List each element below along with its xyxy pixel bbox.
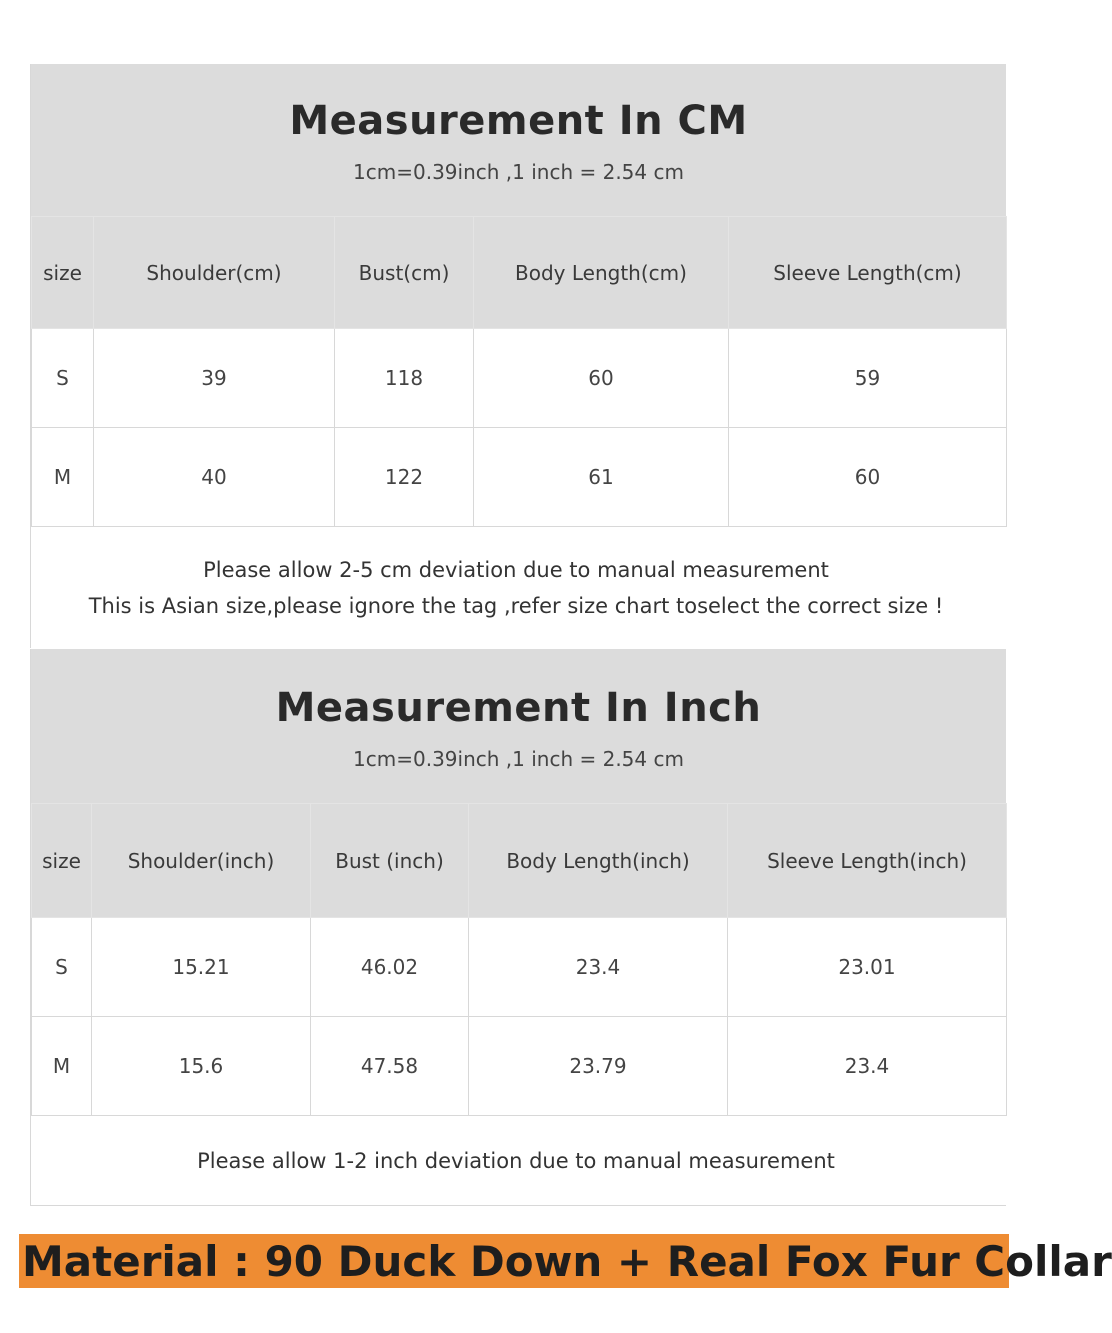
table-row <box>32 918 1007 1017</box>
inch-size-chart <box>30 649 1006 1206</box>
inch-title-band <box>31 649 1006 803</box>
inch-title: Measurement In Inch <box>275 685 762 731</box>
header-body-length: Body Length(cm) <box>474 217 729 329</box>
cell-body-length: 23.79 <box>469 1017 728 1116</box>
header-bust: Bust (inch) <box>311 804 469 918</box>
header-bust: Bust(cm) <box>335 217 474 329</box>
table-header-row <box>32 217 1007 329</box>
cm-title-band <box>31 64 1006 216</box>
cell-bust: 118 <box>335 329 474 428</box>
cell-size: M <box>32 428 94 527</box>
inch-note-line-1: Please allow 1-2 inch deviation due to manual measurement <box>197 1149 835 1173</box>
header-shoulder: Shoulder(cm) <box>94 217 335 329</box>
cm-note-line-1: Please allow 2-5 cm deviation due to manual measurement <box>203 558 829 582</box>
table-row <box>32 1017 1007 1116</box>
cm-deviation-note <box>31 552 1001 624</box>
cell-size: M <box>32 1017 92 1116</box>
cell-body-length: 23.4 <box>469 918 728 1017</box>
cell-shoulder: 39 <box>94 329 335 428</box>
cell-size: S <box>32 918 92 1017</box>
header-body-length: Body Length(inch) <box>469 804 728 918</box>
cell-sleeve-length: 23.01 <box>728 918 1007 1017</box>
inch-deviation-note <box>31 1143 1001 1179</box>
table-row <box>32 428 1007 527</box>
cell-shoulder: 15.6 <box>92 1017 311 1116</box>
inch-size-table <box>31 803 1007 1116</box>
header-shoulder: Shoulder(inch) <box>92 804 311 918</box>
cell-bust: 47.58 <box>311 1017 469 1116</box>
cm-size-chart <box>30 64 1006 648</box>
cell-body-length: 60 <box>474 329 729 428</box>
header-sleeve-length: Sleeve Length(inch) <box>728 804 1007 918</box>
table-row <box>32 329 1007 428</box>
material-text: Material : 90 Duck Down + Real Fox Fur Collar <box>22 1237 1112 1286</box>
cell-body-length: 61 <box>474 428 729 527</box>
cell-size: S <box>32 329 94 428</box>
cell-bust: 122 <box>335 428 474 527</box>
cell-bust: 46.02 <box>311 918 469 1017</box>
header-sleeve-length: Sleeve Length(cm) <box>729 217 1007 329</box>
cell-shoulder: 40 <box>94 428 335 527</box>
cm-title: Measurement In CM <box>289 98 748 144</box>
table-header-row <box>32 804 1007 918</box>
inch-conversion-note: 1cm=0.39inch ,1 inch = 2.54 cm <box>353 747 684 771</box>
cell-sleeve-length: 60 <box>729 428 1007 527</box>
cell-sleeve-length: 23.4 <box>728 1017 1007 1116</box>
cell-shoulder: 15.21 <box>92 918 311 1017</box>
header-size: size <box>32 804 92 918</box>
cm-conversion-note: 1cm=0.39inch ,1 inch = 2.54 cm <box>353 160 684 184</box>
cm-note-line-2: This is Asian size,please ignore the tag ,refer size chart toselect the correct size ! <box>88 594 944 618</box>
cm-size-table <box>31 216 1007 527</box>
material-banner <box>19 1234 1112 1288</box>
cell-sleeve-length: 59 <box>729 329 1007 428</box>
header-size: size <box>32 217 94 329</box>
